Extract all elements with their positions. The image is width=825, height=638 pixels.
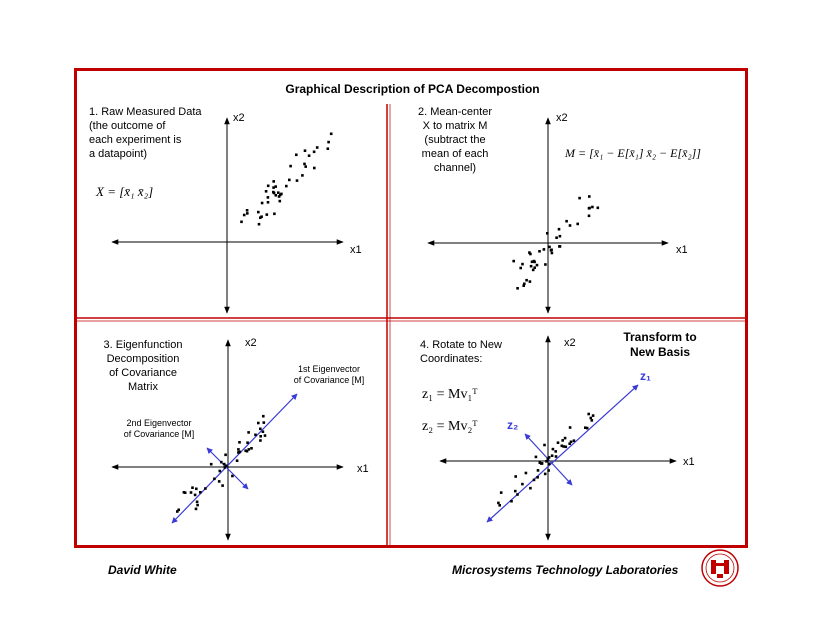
panel2-caption-line: X to matrix M	[422, 120, 488, 132]
panel3-caption-line: of Covariance	[109, 367, 177, 379]
eigenvector-1-label-line: 1st Eigenvector	[297, 364, 361, 374]
panel2-caption-line: (subtract the	[424, 134, 486, 146]
z2-label: z₂	[507, 418, 519, 432]
panel3-x-label: x1	[357, 463, 369, 475]
panel2-y-label: x2	[556, 112, 568, 124]
eigenvector-1-label-line: of Covariance [M]	[293, 375, 365, 385]
panel2-x-label: x1	[676, 244, 688, 256]
panel1-equation: X = [x̄₁ x̄₂]	[96, 184, 154, 199]
panel1-x-label: x1	[350, 244, 362, 256]
panel3-y-label: x2	[245, 337, 257, 349]
eigenvector-2-label-line: of Covariance [M]	[123, 429, 195, 439]
panel3-caption-line: 3. Eigenfunction	[103, 339, 183, 351]
z1-equation: z₁ = Mv₁ᵀ	[422, 387, 478, 402]
panel2-caption-line: 2. Mean-center	[418, 106, 492, 118]
panel4-caption-line: 4. Rotate to New	[420, 339, 502, 351]
panel1-caption-line: a datapoint)	[89, 148, 148, 160]
footer-lab: Microsystems Technology Laboratories	[452, 563, 679, 577]
panel3-caption-line: Decomposition	[106, 353, 180, 365]
panel2-caption-line: mean of each	[421, 148, 489, 160]
panel1-caption-line: 1. Raw Measured Data	[89, 106, 202, 118]
transform-label-line: Transform to	[623, 330, 697, 344]
eigenvector-2-label-line: 2nd Eigenvector	[126, 418, 192, 428]
panel1-caption-line: each experiment is	[89, 134, 182, 146]
panel4-y-label: x2	[564, 337, 576, 349]
panel1-y-label: x2	[233, 112, 245, 124]
panel2-caption-line: channel)	[433, 162, 477, 174]
panel4-x-label: x1	[683, 456, 695, 468]
z1-label: z₁	[640, 369, 651, 383]
panel3-caption-line: Matrix	[128, 381, 158, 393]
slide-title: Graphical Description of PCA Decompostion	[285, 82, 540, 96]
panel1-caption-line: (the outcome of	[89, 120, 166, 132]
panel4-caption-line: Coordinates:	[420, 353, 483, 365]
z2-equation: z₂ = Mv₂ᵀ	[422, 419, 478, 434]
transform-label-line: New Basis	[629, 345, 691, 359]
panel2-equation: M = [x̄₁ − E[x̄₁] x̄₂ − E[x̄₂]]	[565, 146, 701, 160]
footer-author: David White	[108, 563, 177, 577]
